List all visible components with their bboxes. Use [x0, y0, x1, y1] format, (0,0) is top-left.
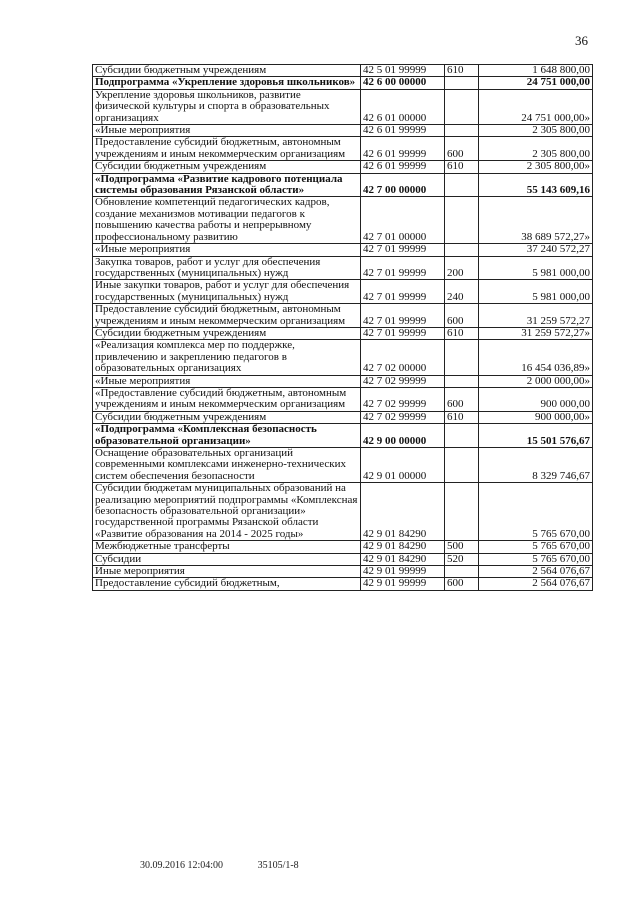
row-name: «Иные мероприятия — [93, 375, 361, 387]
row-code: 42 9 01 99999 — [361, 566, 445, 578]
table-row — [93, 197, 593, 244]
row-sum: 8 329 746,67 — [479, 448, 593, 483]
row-sum: 2 305 800,00» — [479, 161, 593, 173]
table-row — [93, 578, 593, 590]
row-sum: 38 689 572,27» — [479, 197, 593, 244]
row-sum: 15 501 576,67 — [479, 424, 593, 448]
table-row — [93, 161, 593, 173]
row-sum: 55 143 609,16 — [479, 173, 593, 197]
row-sum: 24 751 000,00 — [479, 77, 593, 89]
row-name: Обновление компетенций педагогических кадров, создание механизмов мотивации педагогов к повышению качества работы и непрерывному профессиональному развитию — [93, 197, 361, 244]
row-code: 42 7 01 99999 — [361, 304, 445, 328]
row-code: 42 7 01 99999 — [361, 327, 445, 339]
row-name: Предоставление субсидий бюджетным, автономным учреждениям и иным некоммерческим организациям — [93, 304, 361, 328]
row-sum: 2 305 800,00 — [479, 137, 593, 161]
row-sum: 2 564 076,67 — [479, 566, 593, 578]
row-name: Предоставление субсидий бюджетным, автономным учреждениям и иным некоммерческим организациям — [93, 137, 361, 161]
row-type — [445, 125, 479, 137]
row-type — [445, 77, 479, 89]
table-row — [93, 89, 593, 124]
table-row — [93, 77, 593, 89]
row-code: 42 9 01 84290 — [361, 541, 445, 553]
row-name: «Подпрограмма «Развитие кадрового потенциала системы образования Рязанской области» — [93, 173, 361, 197]
table-row — [93, 125, 593, 137]
table-row — [93, 137, 593, 161]
row-name: Субсидии бюджетам муниципальных образований на реализацию мероприятий подпрограммы «Комплексная безопасность образовательной организации» государственной программы Рязанской области «Развитие образования на 2014 - 2025 годы» — [93, 483, 361, 541]
table-row — [93, 387, 593, 411]
row-type: 600 — [445, 387, 479, 411]
row-name: «Иные мероприятия — [93, 244, 361, 256]
row-name: «Иные мероприятия — [93, 125, 361, 137]
row-type — [445, 340, 479, 375]
row-sum: 2 000 000,00» — [479, 375, 593, 387]
row-code: 42 5 01 99999 — [361, 65, 445, 77]
row-name: Субсидии — [93, 553, 361, 565]
table-row — [93, 483, 593, 541]
table-row — [93, 280, 593, 304]
row-code: 42 6 00 00000 — [361, 77, 445, 89]
row-code: 42 7 02 00000 — [361, 340, 445, 375]
page-number: 36 — [575, 33, 588, 48]
table-row — [93, 304, 593, 328]
row-sum: 900 000,00 — [479, 387, 593, 411]
row-code: 42 9 00 00000 — [361, 424, 445, 448]
table-row — [93, 448, 593, 483]
row-type — [445, 448, 479, 483]
row-type: 520 — [445, 553, 479, 565]
table-row — [93, 327, 593, 339]
row-code: 42 7 01 99999 — [361, 244, 445, 256]
row-type: 500 — [445, 541, 479, 553]
table-row — [93, 375, 593, 387]
row-code: 42 9 01 00000 — [361, 448, 445, 483]
row-code: 42 7 02 99999 — [361, 387, 445, 411]
row-type: 240 — [445, 280, 479, 304]
row-name: «Реализация комплекса мер по поддержке, привлечению и закреплению педагогов в образовательных организациях — [93, 340, 361, 375]
row-type — [445, 173, 479, 197]
row-name: Укрепление здоровья школьников, развитие физической культуры и спорта в образовательных организациях — [93, 89, 361, 124]
row-type: 610 — [445, 65, 479, 77]
row-sum: 31 259 572,27 — [479, 304, 593, 328]
table-row — [93, 65, 593, 77]
row-code: 42 7 01 00000 — [361, 197, 445, 244]
row-type: 600 — [445, 137, 479, 161]
table-row — [93, 244, 593, 256]
budget-table — [92, 64, 593, 591]
row-code: 42 7 02 99999 — [361, 411, 445, 423]
row-code: 42 6 01 99999 — [361, 161, 445, 173]
row-sum: 2 564 076,67 — [479, 578, 593, 590]
row-code: 42 9 01 99999 — [361, 578, 445, 590]
row-type: 610 — [445, 411, 479, 423]
row-name: Иные мероприятия — [93, 566, 361, 578]
row-code: 42 9 01 84290 — [361, 483, 445, 541]
table-row — [93, 256, 593, 280]
row-sum: 5 981 000,00 — [479, 280, 593, 304]
row-code: 42 7 01 99999 — [361, 256, 445, 280]
row-code: 42 7 01 99999 — [361, 280, 445, 304]
row-type: 600 — [445, 578, 479, 590]
footer-datetime: 30.09.2016 12:04:00 — [140, 860, 224, 871]
row-name: Предоставление субсидий бюджетным, — [93, 578, 361, 590]
row-type: 600 — [445, 304, 479, 328]
row-name: Подпрограмма «Укрепление здоровья школьников» — [93, 77, 361, 89]
table-row — [93, 424, 593, 448]
row-sum: 24 751 000,00» — [479, 89, 593, 124]
row-sum: 5 765 670,00 — [479, 541, 593, 553]
row-name: Субсидии бюджетным учреждениям — [93, 161, 361, 173]
row-type — [445, 197, 479, 244]
row-name: «Подпрограмма «Комплексная безопасность образовательной организации» — [93, 424, 361, 448]
footer-doc-id: 35105/1-8 — [257, 860, 299, 871]
row-name: Закупка товаров, работ и услуг для обеспечения государственных (муниципальных) нужд — [93, 256, 361, 280]
row-type — [445, 244, 479, 256]
row-name: Субсидии бюджетным учреждениям — [93, 65, 361, 77]
row-code: 42 6 01 00000 — [361, 89, 445, 124]
row-sum: 5 765 670,00 — [479, 483, 593, 541]
row-code: 42 6 01 99999 — [361, 137, 445, 161]
footer — [140, 860, 331, 871]
row-type: 610 — [445, 327, 479, 339]
row-type — [445, 424, 479, 448]
table-row — [93, 340, 593, 375]
row-sum: 16 454 036,89» — [479, 340, 593, 375]
row-sum: 2 305 800,00 — [479, 125, 593, 137]
table-row — [93, 553, 593, 565]
row-name: Межбюджетные трансферты — [93, 541, 361, 553]
row-code: 42 7 02 99999 — [361, 375, 445, 387]
row-code: 42 6 01 99999 — [361, 125, 445, 137]
row-type — [445, 483, 479, 541]
row-sum: 31 259 572,27» — [479, 327, 593, 339]
row-code: 42 9 01 84290 — [361, 553, 445, 565]
row-type — [445, 89, 479, 124]
budget-table-body — [93, 65, 593, 591]
table-row — [93, 566, 593, 578]
row-name: Иные закупки товаров, работ и услуг для обеспечения государственных (муниципальных) нужд — [93, 280, 361, 304]
row-type: 200 — [445, 256, 479, 280]
row-name: Субсидии бюджетным учреждениям — [93, 411, 361, 423]
row-sum: 37 240 572,27 — [479, 244, 593, 256]
row-name: «Предоставление субсидий бюджетным, автономным учреждениям и иным некоммерческим организациям — [93, 387, 361, 411]
row-sum: 1 648 800,00 — [479, 65, 593, 77]
row-name: Оснащение образовательных организаций современными комплексами инженерно-технических систем обеспечения безопасности — [93, 448, 361, 483]
row-type — [445, 566, 479, 578]
row-name: Субсидии бюджетным учреждениям — [93, 327, 361, 339]
table-row — [93, 411, 593, 423]
table-row — [93, 173, 593, 197]
row-code: 42 7 00 00000 — [361, 173, 445, 197]
row-sum: 5 765 670,00 — [479, 553, 593, 565]
row-type — [445, 375, 479, 387]
row-sum: 5 981 000,00 — [479, 256, 593, 280]
table-row — [93, 541, 593, 553]
row-type: 610 — [445, 161, 479, 173]
row-sum: 900 000,00» — [479, 411, 593, 423]
